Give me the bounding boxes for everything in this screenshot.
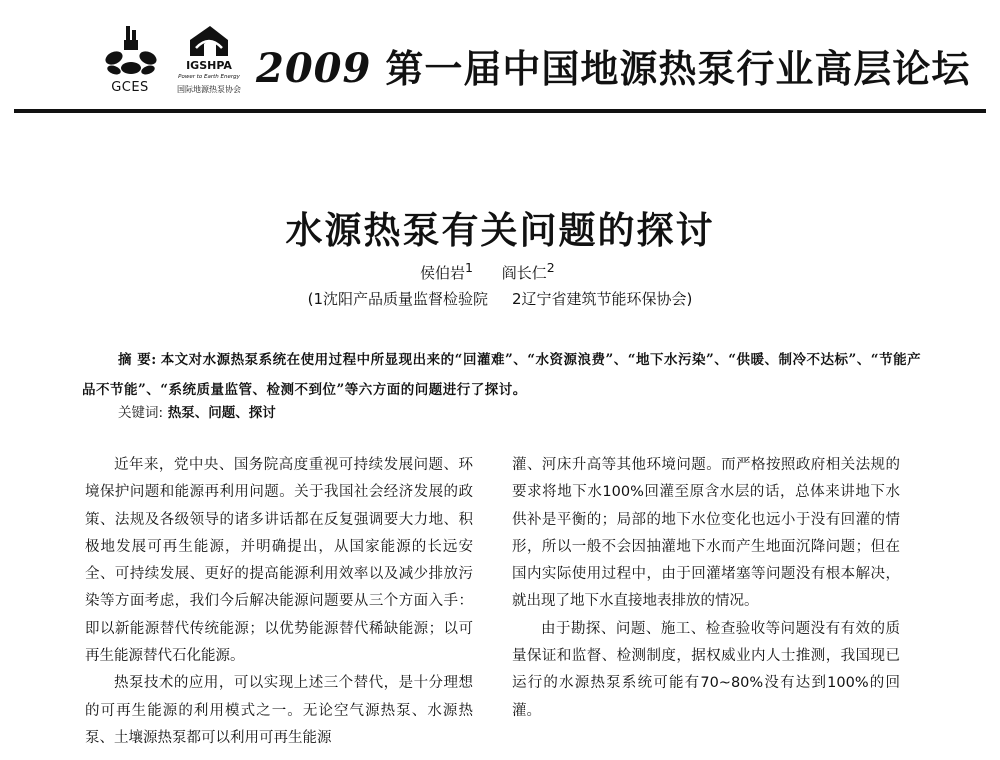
igshpa-chinese-name: 国际地源热泵协会: [177, 85, 241, 94]
gces-label: GCES: [111, 80, 149, 95]
body-paragraph: 近年来，党中央、国务院高度重视可持续发展问题、环境保护问题和能源再利用问题。关于我国社会经济发展的政策、法规及各级领导的诸多讲话都在反复强调要大力地、积极地发展可再生能源，并明确提出，从国家能源的长远安全、可持续发展、更好的提高能源利用效率以及减少排放污染等方面考虑，我们今后解决能源问题要从三个方面入手：即以新能源替代传统能源；以优势能源替代稀缺能源；以可再生能源替代石化能源。: [85, 457, 473, 665]
author-1: 侯伯岩: [420, 264, 466, 282]
keywords-label: 关键词:: [118, 405, 164, 421]
igshpa-subtitle: Power to Earth Energy: [178, 74, 240, 80]
igshpa-label: IGSHPA: [186, 59, 232, 72]
body-column-right: [512, 452, 900, 725]
forum-name: 第一届中国地源热泵行业高层论坛: [385, 47, 971, 91]
gces-logo-icon: [100, 24, 162, 80]
body-paragraph: 灌、河床升高等其他环境问题。而严格按照政府相关法规的要求将地下水100%回灌至原含水层的话，总体来讲地下水供补是平衡的；局部的地下水位变化也远小于没有回灌的情形，所以一般不会因抽灌地下水而产生地面沉降问题；但在国内实际使用过程中，由于回灌堵塞等问题没有根本解决，就出现了地下水直接地表排放的情况。: [512, 457, 900, 610]
page-header: [0, 0, 1000, 112]
authors: [420, 260, 820, 283]
gces-logo: [100, 24, 162, 100]
affiliations: [0, 288, 1000, 309]
keywords-text: 热泵、问题、探讨: [167, 405, 276, 421]
abstract-label: 摘 要:: [118, 352, 157, 368]
body-paragraph: 由于勘探、问题、施工、检查验收等问题没有有效的质量保证和监督、检测制度，据权威业内人士推测，我国现已运行的水源热泵系统可能有70~80%没有达到100%的回灌。: [512, 620, 900, 719]
author-1-affil-mark: 1: [465, 260, 473, 275]
body-paragraph: 热泵技术的应用，可以实现上述三个替代，是十分理想的可再生能源的利用模式之一。无论空气源热泵、水源热泵、土壤源热泵都可以利用可再生能源: [85, 675, 473, 746]
abstract-text: 本文对水源热泵系统在使用过程中所显现出来的“回灌难”、“水资源浪费”、“地下水污染”、“供暖、制冷不达标”、“节能产品不节能”、“系统质量监管、检测不到位”等六方面的问题进行了探讨。: [82, 352, 922, 398]
keywords: [118, 401, 918, 421]
author-2-affil-mark: 2: [546, 260, 555, 275]
header-divider: [14, 109, 986, 113]
affiliation-2: 2辽宁省建筑节能环保协会): [512, 290, 693, 308]
body-column-left: [85, 452, 473, 752]
igshpa-house-icon: [174, 24, 244, 60]
affiliation-1: (1沈阳产品质量监督检验院: [307, 290, 488, 308]
forum-year: 2009: [256, 45, 372, 92]
abstract: [82, 345, 922, 405]
author-2: 阎长仁: [501, 264, 547, 282]
paper-title: 水源热泵有关问题的探讨: [285, 208, 715, 252]
igshpa-logo: [174, 24, 244, 100]
forum-title: [256, 38, 976, 93]
